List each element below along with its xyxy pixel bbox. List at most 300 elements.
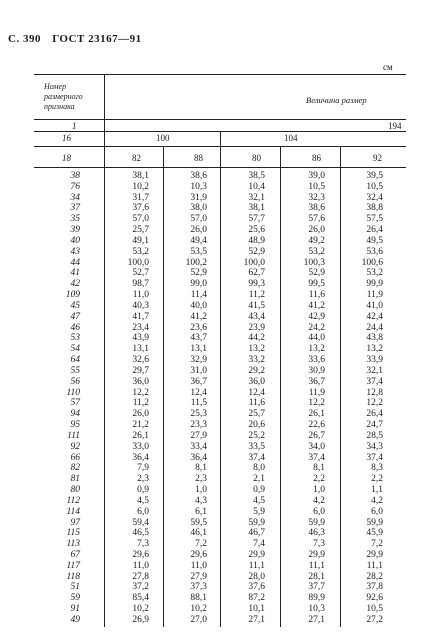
table-cell: 13,1 — [132, 344, 149, 355]
row3-value-1: 82 — [132, 153, 141, 163]
table-cell: 100,0 — [243, 257, 265, 268]
table-cell: 41,2 — [190, 311, 207, 322]
table-cell: 20,6 — [248, 420, 265, 431]
table-cell: 27,1 — [248, 614, 265, 625]
table-cell: 38,8 — [366, 203, 383, 214]
table-cell: 10,5 — [366, 604, 383, 615]
table-cell: 100,0 — [127, 257, 149, 268]
table-cell: 40,3 — [132, 300, 149, 311]
table-cell: 57,5 — [366, 214, 383, 225]
row-number: 47 — [70, 311, 80, 322]
table-cell: 10,3 — [308, 604, 325, 615]
table-cell: 37,4 — [366, 376, 383, 387]
table-cell: 37,4 — [366, 452, 383, 463]
row-number: 113 — [66, 539, 80, 550]
table-cell: 10,3 — [190, 181, 207, 192]
table-cell: 25,6 — [248, 225, 265, 236]
table-cell: 43,9 — [132, 333, 149, 344]
table-cell: 41,2 — [308, 300, 325, 311]
table-row — [0, 344, 427, 355]
row-number: 40 — [70, 235, 80, 246]
table-row — [0, 247, 427, 258]
table-cell: 53,2 — [308, 246, 325, 257]
row-number: 76 — [70, 181, 80, 192]
table-cell: 49,2 — [308, 235, 325, 246]
table-cell: 13,2 — [248, 344, 265, 355]
table-cell: 1,0 — [195, 485, 207, 496]
table-cell: 29,6 — [132, 549, 149, 560]
table-cell: 36,4 — [132, 452, 149, 463]
row-number: 64 — [70, 355, 80, 366]
table-cell: 29,7 — [132, 365, 149, 376]
table-cell: 28,1 — [308, 571, 325, 582]
table-cell: 52,9 — [248, 246, 265, 257]
table-cell: 89,9 — [308, 593, 325, 604]
row-number: 114 — [66, 506, 80, 517]
row-number: 92 — [70, 441, 80, 452]
table-body — [0, 171, 427, 626]
table-cell: 26,0 — [308, 225, 325, 236]
table-cell: 12,8 — [366, 387, 383, 398]
table-cell: 34,0 — [308, 441, 325, 452]
table-cell: 59,4 — [132, 517, 149, 528]
row-number: 97 — [70, 517, 80, 528]
table-cell: 11,1 — [366, 560, 383, 571]
table-cell: 23,9 — [248, 322, 265, 333]
table-cell: 53,2 — [132, 246, 149, 257]
table-cell: 23,4 — [132, 322, 149, 333]
table-row — [0, 312, 427, 323]
table-row — [0, 507, 427, 518]
row-number: 67 — [70, 549, 80, 560]
table-cell: 27,9 — [190, 571, 207, 582]
table-cell: 44,2 — [248, 333, 265, 344]
row3-value-4: 86 — [312, 153, 321, 163]
table-cell: 28,0 — [248, 571, 265, 582]
table-cell: 1,0 — [313, 485, 325, 496]
table-cell: 28,5 — [366, 430, 383, 441]
table-cell: 28,2 — [366, 571, 383, 582]
row-number: 38 — [70, 171, 80, 181]
table-row — [0, 333, 427, 344]
row-number: 57 — [70, 398, 80, 409]
table-cell: 37,6 — [248, 582, 265, 593]
table-cell: 10,2 — [132, 604, 149, 615]
table-cell: 11,4 — [190, 290, 207, 301]
table-cell: 30,9 — [308, 365, 325, 376]
table-cell: 34,3 — [366, 441, 383, 452]
table-cell: 92,6 — [366, 593, 383, 604]
table-row — [0, 442, 427, 453]
table-cell: 42,9 — [308, 311, 325, 322]
table-cell: 12,2 — [308, 398, 325, 409]
row3-label: 18 — [62, 153, 71, 163]
table-cell: 26,9 — [132, 614, 149, 625]
table-row — [0, 615, 427, 626]
table-cell: 11,0 — [132, 560, 149, 571]
table-cell: 38,5 — [248, 171, 265, 181]
table-cell: 37,4 — [308, 452, 325, 463]
table-cell: 42,4 — [366, 311, 383, 322]
table-cell: 37,6 — [132, 203, 149, 214]
table-cell: 36,0 — [248, 376, 265, 387]
row-number: 80 — [70, 485, 80, 496]
table-cell: 52,9 — [190, 268, 207, 279]
table-cell: 8,0 — [253, 463, 265, 474]
row-number: 42 — [70, 279, 80, 290]
row-number: 56 — [70, 376, 80, 387]
table-cell: 27,2 — [366, 614, 383, 625]
row-number: 91 — [70, 604, 80, 615]
table-cell: 57,0 — [132, 214, 149, 225]
table-cell: 26,7 — [308, 430, 325, 441]
table-cell: 43,7 — [190, 333, 207, 344]
table-cell: 46,5 — [132, 528, 149, 539]
table-row — [0, 171, 427, 182]
table-cell: 48,9 — [248, 235, 265, 246]
table-cell: 27,9 — [190, 430, 207, 441]
row1-value: 194 — [388, 121, 402, 131]
table-row — [0, 431, 427, 442]
table-row — [0, 561, 427, 572]
table-cell: 23,6 — [190, 322, 207, 333]
table-cell: 10,2 — [132, 181, 149, 192]
table-cell: 26,4 — [366, 409, 383, 420]
table-cell: 12,2 — [132, 387, 149, 398]
table-cell: 33,9 — [366, 355, 383, 366]
table-cell: 38,6 — [308, 203, 325, 214]
row-number: 111 — [67, 430, 80, 441]
table-cell: 100,6 — [361, 257, 383, 268]
table-cell: 24,2 — [308, 322, 325, 333]
table-cell: 8,1 — [195, 463, 207, 474]
table-cell: 46,1 — [190, 528, 207, 539]
table-cell: 25,3 — [190, 409, 207, 420]
table-row — [0, 409, 427, 420]
table-cell: 1,1 — [371, 485, 383, 496]
table-cell: 10,5 — [308, 181, 325, 192]
table-cell: 0,9 — [137, 485, 149, 496]
page-number: С. 390 — [8, 33, 41, 45]
page-header — [8, 33, 150, 45]
table-row — [0, 604, 427, 615]
table-cell: 57,0 — [190, 214, 207, 225]
table-row — [0, 203, 427, 214]
table-row — [0, 463, 427, 474]
table-cell: 11,5 — [190, 398, 207, 409]
table-cell: 6,0 — [371, 506, 383, 517]
table-cell: 44,0 — [308, 333, 325, 344]
table-row — [0, 279, 427, 290]
table-cell: 37,3 — [190, 582, 207, 593]
table-cell: 37,2 — [132, 582, 149, 593]
table-row — [0, 323, 427, 334]
table-cell: 7,9 — [137, 463, 149, 474]
row2-value-1: 100 — [156, 133, 170, 143]
row-number: 82 — [70, 463, 80, 474]
table-cell: 33,5 — [248, 441, 265, 452]
table-cell: 11,0 — [132, 290, 149, 301]
table-cell: 33,2 — [248, 355, 265, 366]
table-cell: 11,0 — [190, 560, 207, 571]
row1-label: 1 — [72, 121, 77, 131]
table-row — [0, 485, 427, 496]
row-number: 110 — [66, 387, 80, 398]
table-cell: 40,0 — [190, 300, 207, 311]
table-cell: 52,7 — [132, 268, 149, 279]
column-title: Номер размерного признака — [44, 82, 83, 111]
table-row — [0, 550, 427, 561]
table-cell: 36,0 — [132, 376, 149, 387]
table-cell: 53,6 — [366, 246, 383, 257]
table-cell: 36,7 — [308, 376, 325, 387]
table-cell: 59,5 — [190, 517, 207, 528]
unit-label: см — [383, 62, 393, 72]
table-cell: 33,0 — [132, 441, 149, 452]
row-number: 49 — [70, 614, 80, 625]
row-number: 53 — [70, 333, 80, 344]
table-cell: 59,9 — [248, 517, 265, 528]
table-row — [0, 301, 427, 312]
table-cell: 24,4 — [366, 322, 383, 333]
table-cell: 31,7 — [132, 192, 149, 203]
row-number: 43 — [70, 246, 80, 257]
table-cell: 4,3 — [195, 495, 207, 506]
row-number: 95 — [70, 420, 80, 431]
table-cell: 25,7 — [248, 409, 265, 420]
table-row — [0, 420, 427, 431]
table-cell: 36,4 — [190, 452, 207, 463]
row-number: 41 — [70, 268, 80, 279]
table-cell: 4,5 — [253, 495, 265, 506]
table-cell: 22,6 — [308, 420, 325, 431]
table-row — [0, 518, 427, 529]
table-cell: 24,7 — [366, 420, 383, 431]
table-cell: 59,9 — [366, 517, 383, 528]
row-number: 59 — [70, 593, 80, 604]
table-cell: 27,0 — [190, 614, 207, 625]
table-cell: 26,1 — [132, 430, 149, 441]
table-row — [0, 236, 427, 247]
row3-value-5: 92 — [373, 153, 382, 163]
table-cell: 7,2 — [371, 539, 383, 550]
table-cell: 0,9 — [253, 485, 265, 496]
table-cell: 10,2 — [190, 604, 207, 615]
table-cell: 98,7 — [132, 279, 149, 290]
table-cell: 2,3 — [195, 474, 207, 485]
table-cell: 33,4 — [190, 441, 207, 452]
table-cell: 36,7 — [190, 376, 207, 387]
table-cell: 7,3 — [313, 539, 325, 550]
table-cell: 87,2 — [248, 593, 265, 604]
table-cell: 11,9 — [366, 290, 383, 301]
table-cell: 33,6 — [308, 355, 325, 366]
table-cell: 32,3 — [308, 192, 325, 203]
table-cell: 7,3 — [137, 539, 149, 550]
table-cell: 26,0 — [190, 225, 207, 236]
table-row — [0, 582, 427, 593]
table-cell: 57,6 — [308, 214, 325, 225]
table-cell: 27,1 — [308, 614, 325, 625]
table-cell: 100,2 — [185, 257, 207, 268]
table-cell: 37,7 — [308, 582, 325, 593]
row-number: 37 — [70, 203, 80, 214]
table-cell: 11,2 — [248, 290, 265, 301]
table-cell: 46,3 — [308, 528, 325, 539]
table-row — [0, 225, 427, 236]
table-row — [0, 593, 427, 604]
table-cell: 88,1 — [190, 593, 207, 604]
table-cell: 38,1 — [132, 171, 149, 181]
table-cell: 99,9 — [366, 279, 383, 290]
table-cell: 26,4 — [366, 225, 383, 236]
table-row — [0, 453, 427, 464]
row-number: 44 — [70, 257, 80, 268]
table-cell: 49,5 — [366, 235, 383, 246]
table-cell: 23,3 — [190, 420, 207, 431]
table-cell: 29,9 — [366, 549, 383, 560]
table-cell: 10,5 — [366, 181, 383, 192]
table-cell: 45,9 — [366, 528, 383, 539]
row2-value-2: 104 — [284, 133, 298, 143]
table-cell: 29,9 — [248, 549, 265, 560]
table-cell: 37,8 — [366, 582, 383, 593]
table-cell: 32,1 — [248, 192, 265, 203]
table-cell: 11,9 — [308, 387, 325, 398]
table-cell: 10,1 — [248, 604, 265, 615]
table-cell: 38,1 — [248, 203, 265, 214]
table-cell: 11,2 — [132, 398, 149, 409]
table-cell: 85,4 — [132, 593, 149, 604]
table-cell: 5,9 — [253, 506, 265, 517]
table-row — [0, 193, 427, 204]
row-number: 94 — [70, 409, 80, 420]
row-number: 66 — [70, 452, 80, 463]
table-row — [0, 496, 427, 507]
row-number: 39 — [70, 225, 80, 236]
table-cell: 21,2 — [132, 420, 149, 431]
table-cell: 4,2 — [371, 495, 383, 506]
table-cell: 11,1 — [308, 560, 325, 571]
table-cell: 2,3 — [137, 474, 149, 485]
table-cell: 32,9 — [190, 355, 207, 366]
row3-value-3: 80 — [252, 153, 261, 163]
table-cell: 26,1 — [308, 409, 325, 420]
row-number: 109 — [65, 290, 80, 301]
table-cell: 32,6 — [132, 355, 149, 366]
table-row — [0, 290, 427, 301]
table-row — [0, 355, 427, 366]
table-cell: 32,4 — [366, 192, 383, 203]
table-cell: 100,3 — [303, 257, 325, 268]
table-cell: 2,1 — [253, 474, 265, 485]
table-cell: 99,0 — [190, 279, 207, 290]
table-cell: 52,9 — [308, 268, 325, 279]
table-cell: 37,4 — [248, 452, 265, 463]
table-row — [0, 572, 427, 583]
table-cell: 4,2 — [313, 495, 325, 506]
row-number: 55 — [70, 365, 80, 376]
table-cell: 13,2 — [366, 344, 383, 355]
table-row — [0, 528, 427, 539]
table-cell: 43,8 — [366, 333, 383, 344]
table-cell: 43,4 — [248, 311, 265, 322]
row2-label: 16 — [62, 133, 71, 143]
table-row — [0, 182, 427, 193]
table-top-rule — [34, 74, 406, 75]
table-cell: 10,4 — [248, 181, 265, 192]
table-cell: 41,5 — [248, 300, 265, 311]
table-cell: 7,2 — [195, 539, 207, 550]
table-cell: 41,7 — [132, 311, 149, 322]
row-number: 46 — [70, 322, 80, 333]
table-cell: 8,3 — [371, 463, 383, 474]
table-cell: 46,7 — [248, 528, 265, 539]
table-cell: 59,9 — [308, 517, 325, 528]
row-number: 34 — [70, 192, 80, 203]
table-cell: 7,4 — [253, 539, 265, 550]
table-cell: 25,2 — [248, 430, 265, 441]
table-cell: 57,7 — [248, 214, 265, 225]
table-row — [0, 214, 427, 225]
table-cell: 31,0 — [190, 365, 207, 376]
table-row — [0, 398, 427, 409]
table-cell: 29,9 — [308, 549, 325, 560]
table-cell: 6,1 — [195, 506, 207, 517]
table-cell: 8,1 — [313, 463, 325, 474]
table-cell: 29,2 — [248, 365, 265, 376]
row-number: 81 — [70, 474, 80, 485]
table-cell: 2,2 — [371, 474, 383, 485]
row-number: 35 — [70, 214, 80, 225]
table-cell: 99,5 — [308, 279, 325, 290]
table-cell: 11,6 — [308, 290, 325, 301]
table-cell: 31,9 — [190, 192, 207, 203]
table-row — [0, 388, 427, 399]
table-cell: 11,6 — [248, 398, 265, 409]
table-cell: 12,2 — [366, 398, 383, 409]
row-number: 117 — [66, 560, 80, 571]
header-rule-1 — [34, 119, 406, 120]
span-title: Величина размер — [306, 95, 367, 105]
table-cell: 49,4 — [190, 235, 207, 246]
table-row — [0, 268, 427, 279]
row-number: 118 — [66, 571, 80, 582]
table-cell: 53,5 — [190, 246, 207, 257]
table-row — [0, 474, 427, 485]
table-cell: 53,2 — [366, 268, 383, 279]
table-cell: 4,5 — [137, 495, 149, 506]
table-cell: 6,0 — [313, 506, 325, 517]
table-cell: 38,0 — [190, 203, 207, 214]
table-cell: 12,4 — [248, 387, 265, 398]
row-number: 54 — [70, 344, 80, 355]
table-cell: 12,4 — [190, 387, 207, 398]
table-cell: 13,2 — [308, 344, 325, 355]
table-row — [0, 366, 427, 377]
table-cell: 6,0 — [137, 506, 149, 517]
table-cell: 29,6 — [190, 549, 207, 560]
table-cell: 25,7 — [132, 225, 149, 236]
table-cell: 99,3 — [248, 279, 265, 290]
table-cell: 41,0 — [366, 300, 383, 311]
row-number: 115 — [66, 528, 80, 539]
table-cell: 38,6 — [190, 171, 207, 181]
row-number: 51 — [70, 582, 80, 593]
table-cell: 39,0 — [308, 171, 325, 181]
table-cell: 13,1 — [190, 344, 207, 355]
row-number: 45 — [70, 300, 80, 311]
